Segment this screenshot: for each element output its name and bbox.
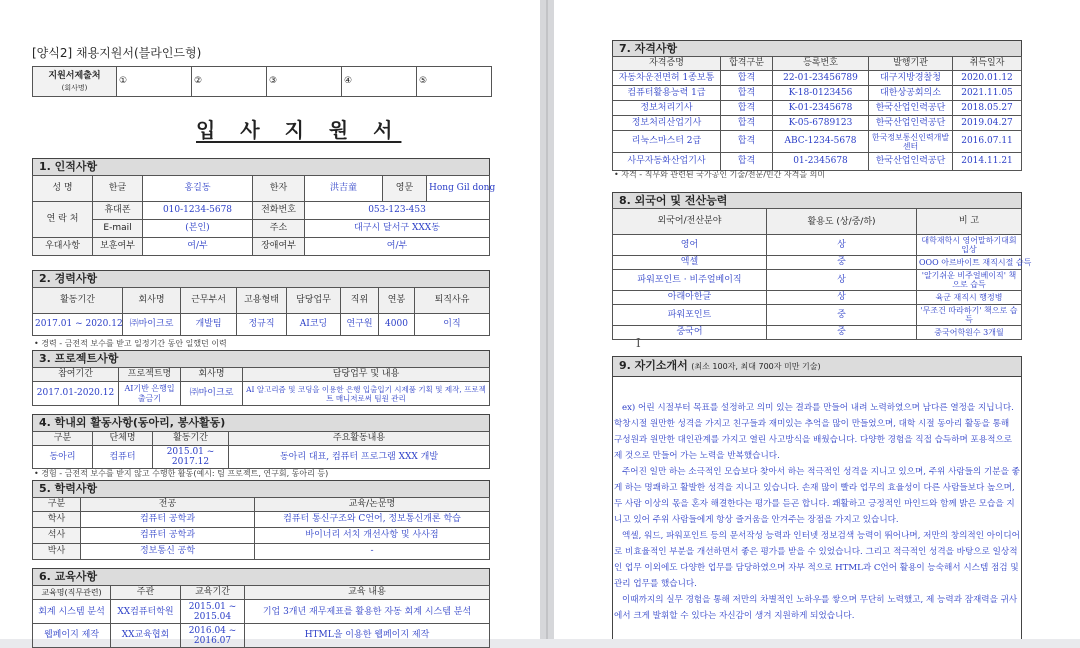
address-value[interactable]: 대구시 달서구 XXX동 <box>305 220 490 238</box>
hanja-label: 한자 <box>253 176 305 202</box>
table-cell[interactable]: 컴퓨터활용능력 1급 <box>613 86 721 101</box>
table-header: 발행기관 <box>869 57 953 71</box>
table-row <box>613 71 1022 86</box>
table-row <box>33 600 490 624</box>
page-gutter <box>540 0 554 639</box>
table-cell[interactable]: AI 알고리즘 및 코딩을 이용한 은행 입출입기 시제품 기획 및 제작, 프로젝트 매니저로써 팀원 관리 <box>243 382 490 406</box>
table-cell[interactable]: 동아리 <box>33 446 93 469</box>
table-header: 교육명(직무관련) <box>33 586 111 600</box>
table-cell[interactable]: 기업 3개년 재무제표를 활용한 자동 회계 시스템 분석 <box>245 600 490 624</box>
table-row <box>613 116 1022 131</box>
education-table <box>32 497 490 560</box>
certificates-note: • 자격 - 직무와 관련된 국가공인 기술/전문/민간 자격을 의미 <box>614 170 826 179</box>
table-row <box>33 544 490 560</box>
table-cell[interactable]: 파워포인트 · 비주얼베이직 <box>613 270 767 291</box>
table-cell[interactable]: 컴퓨터 공학과 <box>81 528 255 544</box>
table-header: 연봉 <box>379 288 415 314</box>
table-cell[interactable]: 2014.11.21 <box>953 153 1022 171</box>
table-cell[interactable]: 아래아한글 <box>613 291 767 305</box>
veteran-label: 보훈여부 <box>93 238 143 256</box>
self-intro-paragraph: 주어진 일만 하는 소극적인 모습보다 찾아서 하는 적극적인 성격을 지니고 있으며, 주위 사람들의 기분을 좋게 하는 명쾌하고 활발한 성격을 지니고 있습니다. 손재 많이 빨라 업무의 효율성이 다른 사람들보다 높으며, 두 사람 이상의 몫을 혼자 해결한다는 평가를 듣곤 합니다. 쾌활하고 긍정적인 마인드와 함께 밝은 모습을 지니고 있어 주위 사람들에게 항상 즐거움을 안겨주는 장점을 가지고 있습니다. <box>614 467 1020 525</box>
table-cell[interactable]: '무조건 따라하기' 책으로 습득 <box>917 305 1022 326</box>
table-cell[interactable]: 컴퓨터 공학과 <box>81 512 255 528</box>
submit-slot[interactable]: ④ <box>342 67 417 97</box>
table-cell[interactable]: 2017.01 ~ 2020.12 <box>33 314 123 336</box>
english-name[interactable]: Hong Gil dong <box>427 176 490 202</box>
section-title-self-intro <box>613 357 1021 377</box>
section-title-certificates: 7. 자격사항 <box>612 40 1022 58</box>
table-cell[interactable]: 합격 <box>721 101 773 116</box>
table-row <box>613 270 1022 291</box>
phone-value[interactable]: 053-123-453 <box>305 202 490 220</box>
table-header: 교육/논문명 <box>255 498 490 512</box>
table-cell[interactable]: 정보처리기사 <box>613 101 721 116</box>
table-cell[interactable]: 컴퓨터 <box>93 446 153 469</box>
self-intro-subtitle: (최소 100자, 최대 700자 미만 기술) <box>691 362 821 371</box>
self-intro-heading: 9. 자기소개서 <box>619 359 688 372</box>
table-header: 회사명 <box>181 368 243 382</box>
table-cell[interactable]: 정보처리산업기사 <box>613 116 721 131</box>
table-cell[interactable]: 상 <box>767 270 917 291</box>
section-title-training: 6. 교육사항 <box>32 568 490 586</box>
email-label: E-mail <box>93 220 143 238</box>
section-title-activities: 4. 학내외 활동사항(동아리, 봉사활동) <box>32 414 490 432</box>
table-cell[interactable]: XX컴퓨터학원 <box>111 600 181 624</box>
self-intro-text[interactable] <box>614 400 1020 624</box>
languages-table <box>612 208 1032 340</box>
table-cell[interactable]: 개발팀 <box>181 314 237 336</box>
table-header: 합격구분 <box>721 57 773 71</box>
name-label: 성 명 <box>33 176 93 202</box>
table-cell[interactable]: 합격 <box>721 71 773 86</box>
table-cell[interactable]: 파워포인트 <box>613 305 767 326</box>
table-cell[interactable]: 중 <box>767 305 917 326</box>
table-cell[interactable]: ABC-1234-5678 <box>773 131 869 153</box>
phone-label: 전화번호 <box>253 202 305 220</box>
preference-label: 우대사항 <box>33 238 93 256</box>
table-row <box>33 382 490 406</box>
table-cell[interactable]: ㈜마이크로 <box>123 314 181 336</box>
contact-label: 연 락 처 <box>33 202 93 238</box>
career-table <box>32 287 490 336</box>
table-cell[interactable]: OOO 아르바이트 재직시절 습득 <box>917 256 1022 270</box>
table-cell[interactable]: K-05-6789123 <box>773 116 869 131</box>
table-cell[interactable]: AI코딩 <box>287 314 341 336</box>
table-cell[interactable]: 영어 <box>613 235 767 256</box>
table-header: 비 고 <box>917 209 1022 235</box>
certificates-table <box>612 56 1022 171</box>
mobile-value[interactable]: 010-1234-5678 <box>143 202 253 220</box>
table-cell[interactable]: 상 <box>767 235 917 256</box>
table-cell[interactable]: 중국어학원수 3개월 <box>917 326 1022 340</box>
table-cell[interactable]: 한국산업인력공단 <box>869 101 953 116</box>
table-cell[interactable]: 합격 <box>721 86 773 101</box>
table-cell[interactable]: 2016.04 ~ 2016.07 <box>181 624 245 648</box>
table-header: 단체명 <box>93 432 153 446</box>
table-cell[interactable]: 한국정보통신인력개발센터 <box>869 131 953 153</box>
table-cell[interactable]: 대구지방경찰청 <box>869 71 953 86</box>
personal-info-table <box>32 175 496 256</box>
table-header: 활동기간 <box>33 288 123 314</box>
section-title-project: 3. 프로젝트사항 <box>32 350 490 368</box>
text-cursor-icon: I <box>636 336 641 350</box>
english-label: 영문 <box>383 176 427 202</box>
table-cell[interactable]: 대학재학시 영어말하기대회 입상 <box>917 235 1022 256</box>
table-cell[interactable]: 정보통신 공학 <box>81 544 255 560</box>
table-cell[interactable]: 이직 <box>415 314 490 336</box>
section-title-education: 5. 학력사항 <box>32 480 490 498</box>
self-intro-paragraph: ex) 어린 시절부터 목표를 설정하고 의미 있는 결과를 만들어 내려 노력하였으며 남다른 열정을 지닙니다. 학창시절 원만한 성격을 가지고 친구들과 재미있는 추억을 많이 만들었으며, 대학 시절 동아리 활동을 통해 구성원과 원만한 대인관계를 가지고 열린 사고방식을 배웠습니다. 다양한 경험을 직접 습득하며 포용적으로 제 것으로 만들어 가는 노력을 반복했습니다. <box>614 403 1014 461</box>
table-cell[interactable]: 중국어 <box>613 326 767 340</box>
table-cell[interactable]: HTML을 이용한 웹페이지 제작 <box>245 624 490 648</box>
table-cell[interactable]: 회계 시스템 분석 <box>33 600 111 624</box>
table-row <box>613 305 1022 326</box>
table-cell[interactable]: - <box>255 544 490 560</box>
table-cell[interactable]: 01-2345678 <box>773 153 869 171</box>
table-row <box>613 291 1022 305</box>
activities-table <box>32 431 490 469</box>
disability-label: 장애여부 <box>253 238 305 256</box>
table-cell[interactable]: 4000 <box>379 314 415 336</box>
table-cell[interactable]: 대한상공회의소 <box>869 86 953 101</box>
email-value[interactable]: (본인) <box>143 220 253 238</box>
table-cell[interactable]: 2019.04.27 <box>953 116 1022 131</box>
table-cell[interactable]: K-18-0123456 <box>773 86 869 101</box>
submit-slot[interactable]: ① <box>117 67 192 97</box>
table-header: 담당업무 <box>287 288 341 314</box>
section-title-personal: 1. 인적사항 <box>32 158 490 176</box>
table-cell[interactable]: '알기쉬운 비주얼베이직' 책으로 습득 <box>917 270 1022 291</box>
table-header: 전공 <box>81 498 255 512</box>
table-cell[interactable]: ㈜마이크로 <box>181 382 243 406</box>
table-cell[interactable]: 엑셀 <box>613 256 767 270</box>
table-cell[interactable]: 정규직 <box>237 314 287 336</box>
hangul-name[interactable]: 홍길동 <box>143 176 253 202</box>
table-header: 구분 <box>33 432 93 446</box>
table-header: 프로젝트명 <box>119 368 181 382</box>
table-cell[interactable]: K-01-2345678 <box>773 101 869 116</box>
table-cell[interactable]: 리눅스마스터 2급 <box>613 131 721 153</box>
table-cell: 박사 <box>33 544 81 560</box>
table-header: 주요활동내용 <box>229 432 490 446</box>
table-row <box>33 446 490 469</box>
table-cell[interactable]: 2021.11.05 <box>953 86 1022 101</box>
table-header: 구분 <box>33 498 81 512</box>
table-cell[interactable]: 2018.05.27 <box>953 101 1022 116</box>
table-cell[interactable]: 웹페이지 제작 <box>33 624 111 648</box>
table-cell[interactable]: 중 <box>767 326 917 340</box>
table-cell[interactable]: 22-01-23456789 <box>773 71 869 86</box>
mobile-label: 휴대폰 <box>93 202 143 220</box>
self-intro-paragraph: 이때까지의 실무 경험을 통해 저만의 차별적인 노하우를 쌓으며 무단히 노력했고, 제 능력과 잠재력을 귀사에서 크게 발휘할 수 있다는 자신감이 생겨 지원하게 되었습니다. <box>614 595 1018 621</box>
table-header: 퇴직사유 <box>415 288 490 314</box>
table-cell[interactable]: 2017.01-2020.12 <box>33 382 119 406</box>
table-row <box>613 153 1022 171</box>
table-cell[interactable]: 바이너리 서치 개선사항 및 사사점 <box>255 528 490 544</box>
table-cell[interactable]: XX교육협회 <box>111 624 181 648</box>
submit-slot[interactable]: ② <box>192 67 267 97</box>
hangul-label: 한글 <box>93 176 143 202</box>
table-header: 근무부서 <box>181 288 237 314</box>
activities-note: • 경험 - 금전적 보수를 받지 않고 수행한 활동(예시: 팀 프로젝트, 연구회, 동아리 등) <box>34 469 329 478</box>
submission-table <box>32 66 492 97</box>
table-row <box>33 528 490 544</box>
section-title-career: 2. 경력사항 <box>32 270 490 288</box>
right-page <box>554 0 1080 639</box>
project-table <box>32 367 490 406</box>
hanja-name[interactable]: 洪吉童 <box>305 176 383 202</box>
table-header: 회사명 <box>123 288 181 314</box>
table-cell[interactable]: 합격 <box>721 116 773 131</box>
table-cell[interactable]: 2016.07.11 <box>953 131 1022 153</box>
table-cell[interactable]: 동아리 대표, 컴퓨터 프로그램 XXX 개발 <box>229 446 490 469</box>
table-cell: 석사 <box>33 528 81 544</box>
table-cell[interactable]: 합격 <box>721 153 773 171</box>
table-cell[interactable]: 중 <box>767 256 917 270</box>
table-cell[interactable]: 2015.01 ~ 2017.12 <box>153 446 229 469</box>
table-header: 외국어/전산분야 <box>613 209 767 235</box>
table-row <box>613 326 1022 340</box>
submit-label: 지원서제출처 (회사명) <box>33 67 117 97</box>
table-header: 교육기간 <box>181 586 245 600</box>
table-header: 활동기간 <box>153 432 229 446</box>
submit-slot[interactable]: ③ <box>267 67 342 97</box>
table-header: 취득일자 <box>953 57 1022 71</box>
address-label: 주소 <box>253 220 305 238</box>
table-row <box>613 235 1022 256</box>
table-header: 교육 내용 <box>245 586 490 600</box>
self-intro-paragraph: 엑셀, 워드, 파워포인트 등의 문서작성 능력과 인터넷 정보검색 능력이 뛰어나며, 저만의 창의적인 아이디어로 비효율적인 부분을 개선하면서 좋은 평가를 받을 수 있었습니다. 그리고 적극적인 성격을 바탕으로 일상적인 업무 이외에도 다양한 업무를 담당하였으며 자부 적으로 HTML과 C언어 활용이 능숙해서 시스템 점검 및 관리 업무를 했습니다. <box>614 531 1020 589</box>
table-header: 자격증명 <box>613 57 721 71</box>
table-cell[interactable]: 2015.01 ~ 2015.04 <box>181 600 245 624</box>
table-cell[interactable]: 연구원 <box>341 314 379 336</box>
table-cell[interactable]: AI기반 은행입출금기 <box>119 382 181 406</box>
table-cell[interactable]: 상 <box>767 291 917 305</box>
table-row <box>613 131 1022 153</box>
table-header: 참여기간 <box>33 368 119 382</box>
submit-slot[interactable]: ⑤ <box>417 67 492 97</box>
table-cell[interactable]: 합격 <box>721 131 773 153</box>
form-title: [양식2] 채용지원서(블라인드형) <box>32 46 202 60</box>
table-header: 담당업무 및 내용 <box>243 368 490 382</box>
table-cell[interactable]: 컴퓨터 통신구조와 C언어, 정보통신개론 학습 <box>255 512 490 528</box>
document-title: 입 사 지 원 서 <box>196 118 402 142</box>
table-row <box>33 512 490 528</box>
career-note: • 경력 - 금전적 보수를 받고 일정기간 동안 일했던 이력 <box>34 339 227 348</box>
table-row <box>613 86 1022 101</box>
table-header: 활용도 (상/중/하) <box>767 209 917 235</box>
table-header: 고용형태 <box>237 288 287 314</box>
table-row <box>613 256 1022 270</box>
table-cell[interactable]: 사무자동화산업기사 <box>613 153 721 171</box>
table-cell[interactable]: 육군 재직시 행정병 <box>917 291 1022 305</box>
table-header: 주관 <box>111 586 181 600</box>
training-table <box>32 585 490 648</box>
table-cell: 학사 <box>33 512 81 528</box>
left-page <box>0 0 540 646</box>
table-cell[interactable]: 자동차운전면허 1종보통 <box>613 71 721 86</box>
table-cell[interactable]: 한국산업인력공단 <box>869 153 953 171</box>
table-row <box>33 624 490 648</box>
table-header: 등록번호 <box>773 57 869 71</box>
table-cell[interactable]: 2020.01.12 <box>953 71 1022 86</box>
section-title-languages: 8. 외국어 및 전산능력 <box>612 192 1022 210</box>
disability-value[interactable]: 여/부 <box>305 238 490 256</box>
table-header: 직위 <box>341 288 379 314</box>
table-row <box>33 314 490 336</box>
table-cell[interactable]: 한국산업인력공단 <box>869 116 953 131</box>
veteran-value[interactable]: 여/부 <box>143 238 253 256</box>
table-row <box>613 101 1022 116</box>
